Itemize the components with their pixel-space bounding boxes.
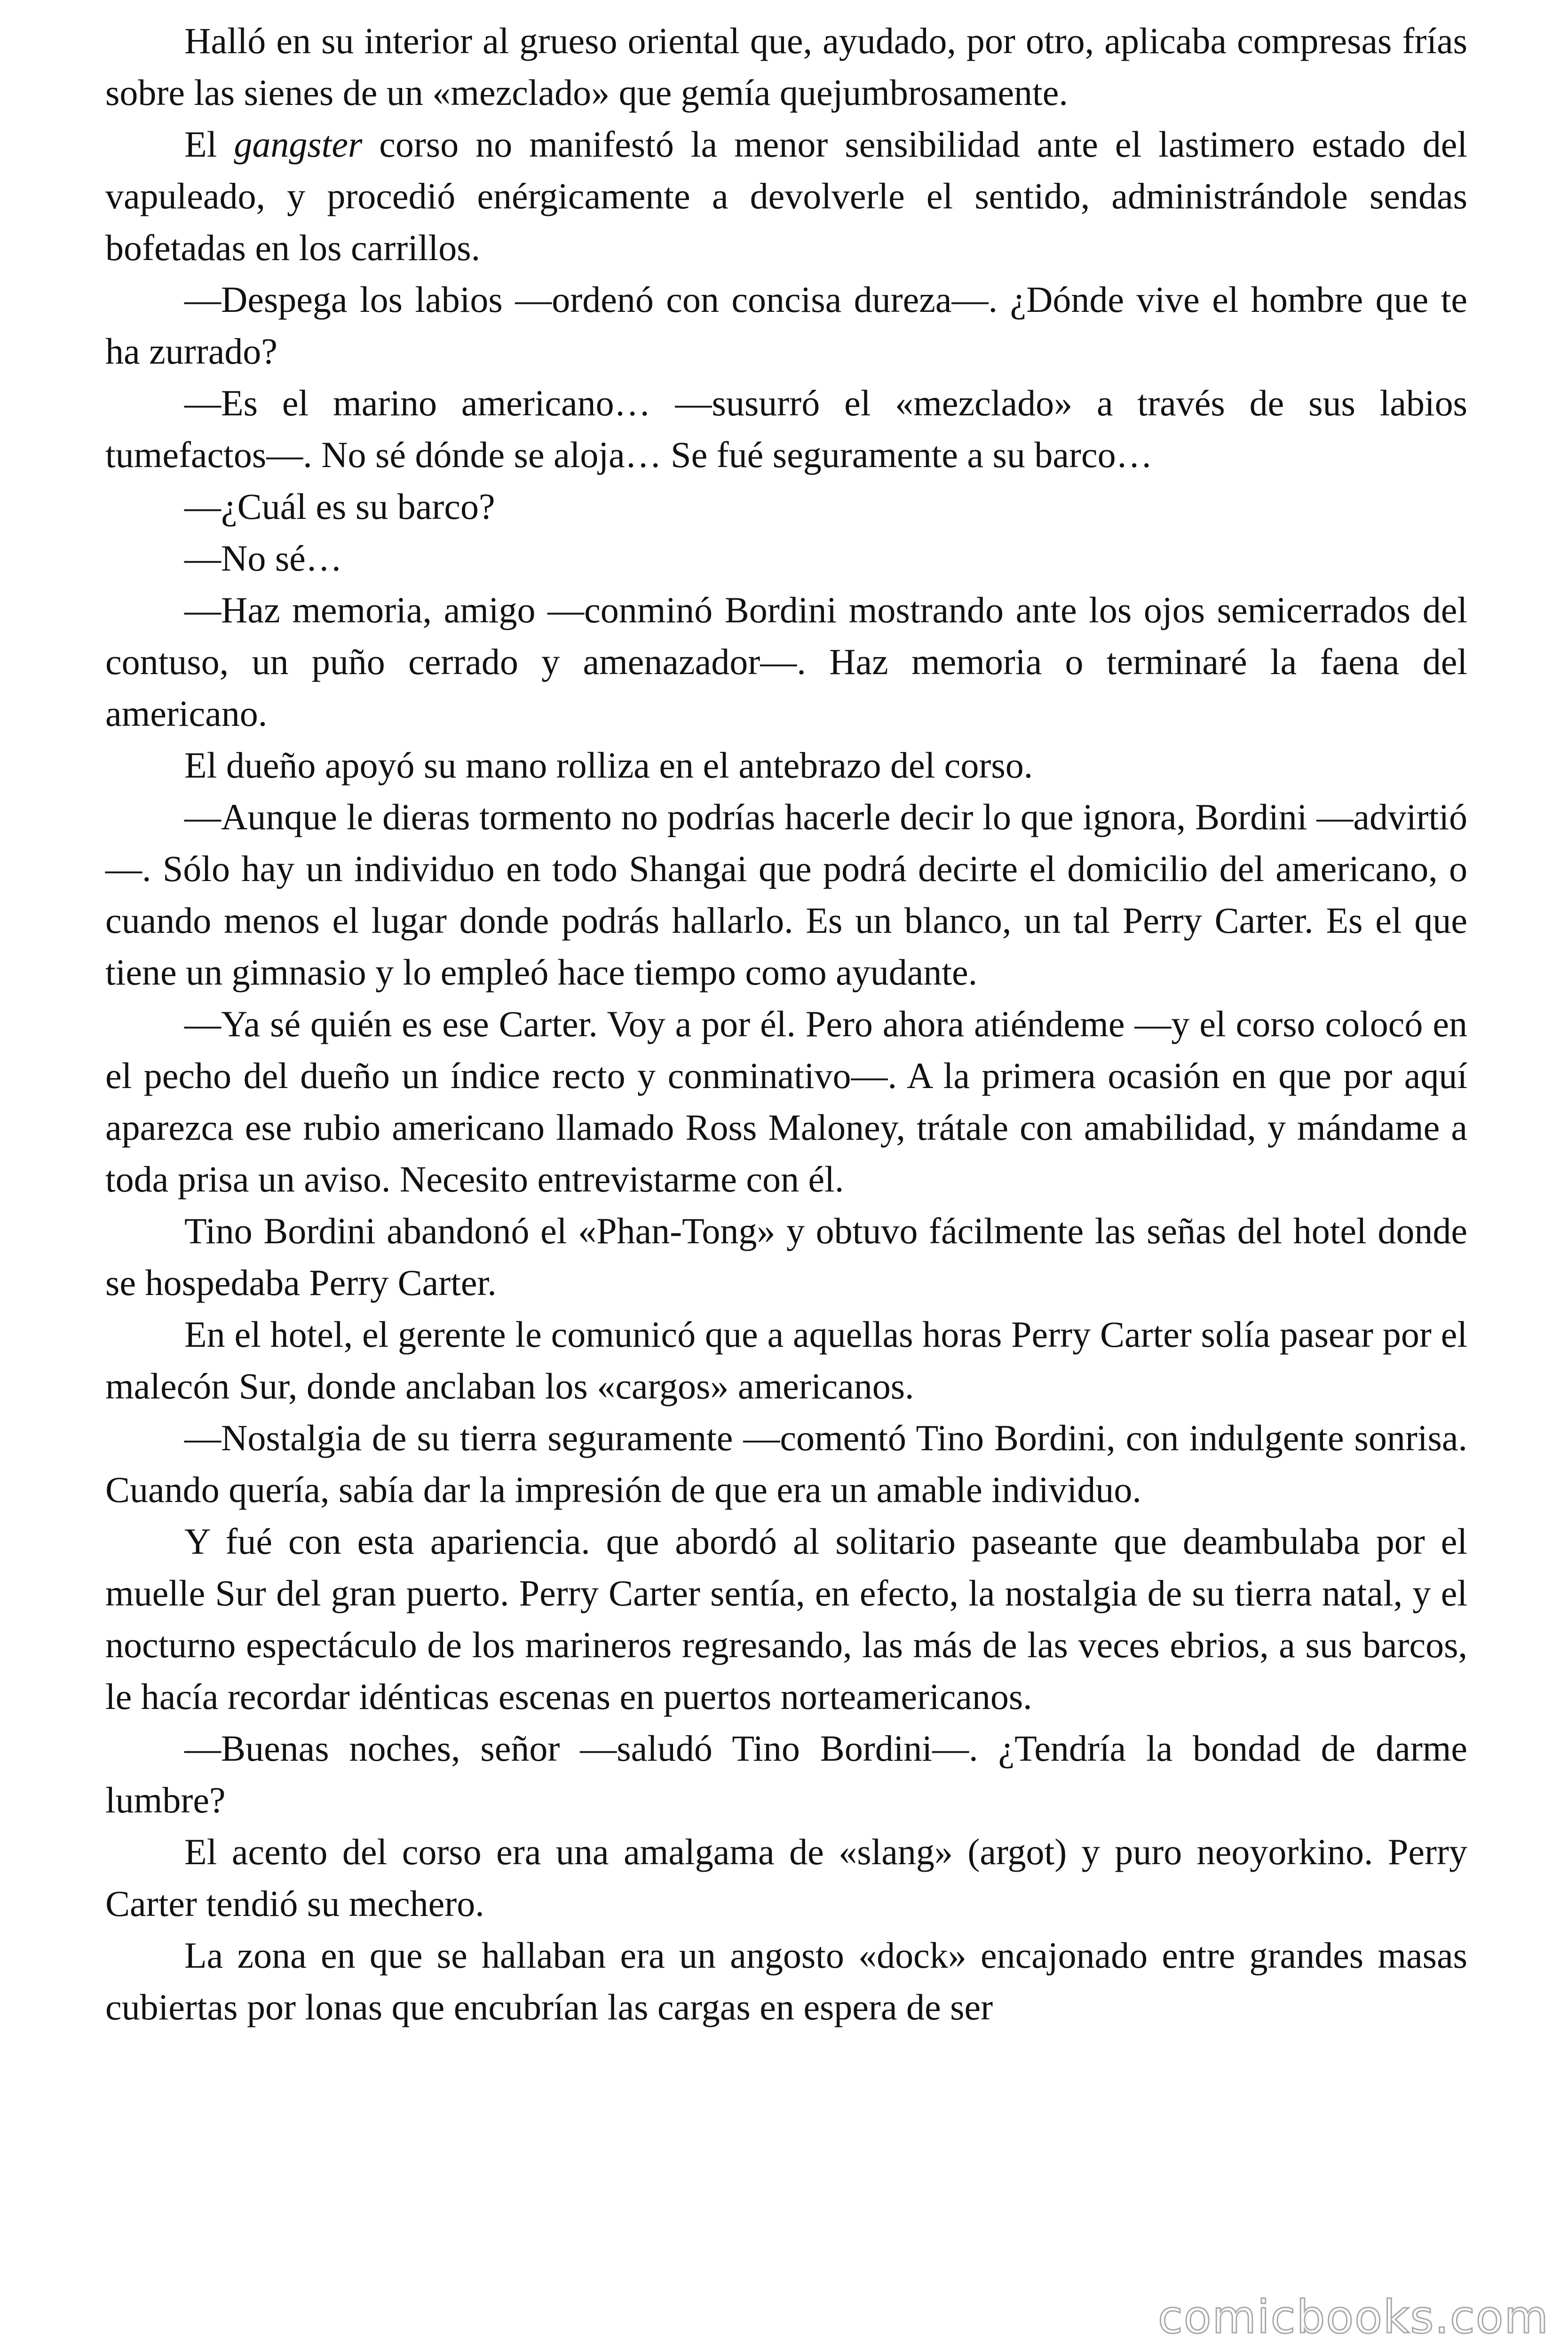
- paragraph: [105, 532, 1467, 584]
- paragraph: [105, 481, 1467, 532]
- paragraph-text: Y fué con esta apariencia. que abordó al solitario paseante que deambulaba por el muelle Sur del gran puerto. Perry Carter sentía, en efecto, la nostalgia de su tierra natal, y el nocturno espectáculo de los marineros regresando, las más de las veces ebrios, a sus barcos, le hacía recordar idénticas escenas en puertos norteamericanos.: [105, 1521, 1467, 1717]
- paragraph: [105, 377, 1467, 481]
- paragraph: [105, 1723, 1467, 1826]
- paragraph-text: —¿Cuál es su barco?: [184, 486, 495, 527]
- paragraph: [105, 119, 1467, 274]
- paragraph: [105, 1930, 1467, 2033]
- paragraph-text: —Nostalgia de su tierra seguramente —comentó Tino Bordini, con indulgente sonrisa. Cuando quería, sabía dar la impresión de que era un amable individuo.: [105, 1417, 1467, 1510]
- body-text: [105, 15, 1467, 2033]
- watermark-logo: comicbooks.com: [1157, 2291, 1549, 2344]
- paragraph-text: En el hotel, el gerente le comunicó que a aquellas horas Perry Carter solía pasear por el malecón Sur, donde anclaban los «cargos» americanos.: [105, 1314, 1467, 1406]
- paragraph-text: —Buenas noches, señor —saludó Tino Bordini—. ¿Tendría la bondad de darme lumbre?: [105, 1728, 1467, 1820]
- paragraph-text: El dueño apoyó su mano rolliza en el antebrazo del corso.: [184, 745, 1033, 786]
- paragraph-text: —Ya sé quién es ese Carter. Voy a por él. Pero ahora atiéndeme —y el corso colocó en el pecho del dueño un índice recto y conminativo—. A la primera ocasión en que por aquí aparezca ese rubio americano llamado Ross Maloney, trátale con amabilidad, y mándame a toda prisa un aviso. Necesito entrevistarme con él.: [105, 1003, 1467, 1200]
- paragraph: [105, 1516, 1467, 1723]
- paragraph-text: El acento del corso era una amalgama de «slang» (argot) y puro neoyorkino. Perry Carter tendió su mechero.: [105, 1831, 1467, 1924]
- paragraph: [105, 15, 1467, 119]
- paragraph-text: La zona en que se hallaban era un angosto «dock» encajonado entre grandes masas cubiertas por lonas que encubrían las cargas en espera de ser: [105, 1935, 1467, 2027]
- paragraph-text: Tino Bordini abandonó el «Phan-Tong» y obtuvo fácilmente las señas del hotel donde se hospedaba Perry Carter.: [105, 1210, 1467, 1303]
- paragraph-text: —Despega los labios —ordenó con concisa dureza—. ¿Dónde vive el hombre que te ha zurrado?: [105, 279, 1467, 372]
- paragraph: [105, 1826, 1467, 1930]
- italic-text: gangster: [234, 124, 363, 165]
- paragraph-text: —Aunque le dieras tormento no podrías hacerle decir lo que ignora, Bordini —advirtió—. Sólo hay un individuo en todo Shangai que podrá decirte el domicilio del americano, o cuando menos el lugar donde podrás hallarlo. Es un blanco, un tal Perry Carter. Es el que tiene un gimnasio y lo empleó hace tiempo como ayudante.: [105, 796, 1467, 993]
- paragraph: [105, 739, 1467, 791]
- paragraph: [105, 998, 1467, 1205]
- paragraph-text: corso no manifestó la menor sensibilidad ante el lastimero estado del vapuleado, y procedió enérgicamente a devolverle el sentido, administrándole sendas bofetadas en los carrillos.: [105, 124, 1467, 268]
- paragraph-text: Halló en su interior al grueso oriental que, ayudado, por otro, aplicaba compresas frías sobre las sienes de un «mezclado» que gemía quejumbrosamente.: [105, 20, 1467, 113]
- paragraph: [105, 584, 1467, 739]
- paragraph: [105, 1205, 1467, 1309]
- paragraph-text: —No sé…: [184, 538, 342, 579]
- paragraph: [105, 1412, 1467, 1516]
- paragraph: [105, 1309, 1467, 1412]
- paragraph: [105, 791, 1467, 998]
- book-page: [105, 15, 1467, 2329]
- paragraph-text: El: [184, 124, 234, 165]
- paragraph-text: —Haz memoria, amigo —conminó Bordini mostrando ante los ojos semicerrados del contuso, un puño cerrado y amenazador—. Haz memoria o terminaré la faena del americano.: [105, 589, 1467, 734]
- paragraph: [105, 274, 1467, 377]
- paragraph-text: —Es el marino americano… —susurró el «mezclado» a través de sus labios tumefactos—. No sé dónde se aloja… Se fué seguramente a su barco…: [105, 382, 1467, 475]
